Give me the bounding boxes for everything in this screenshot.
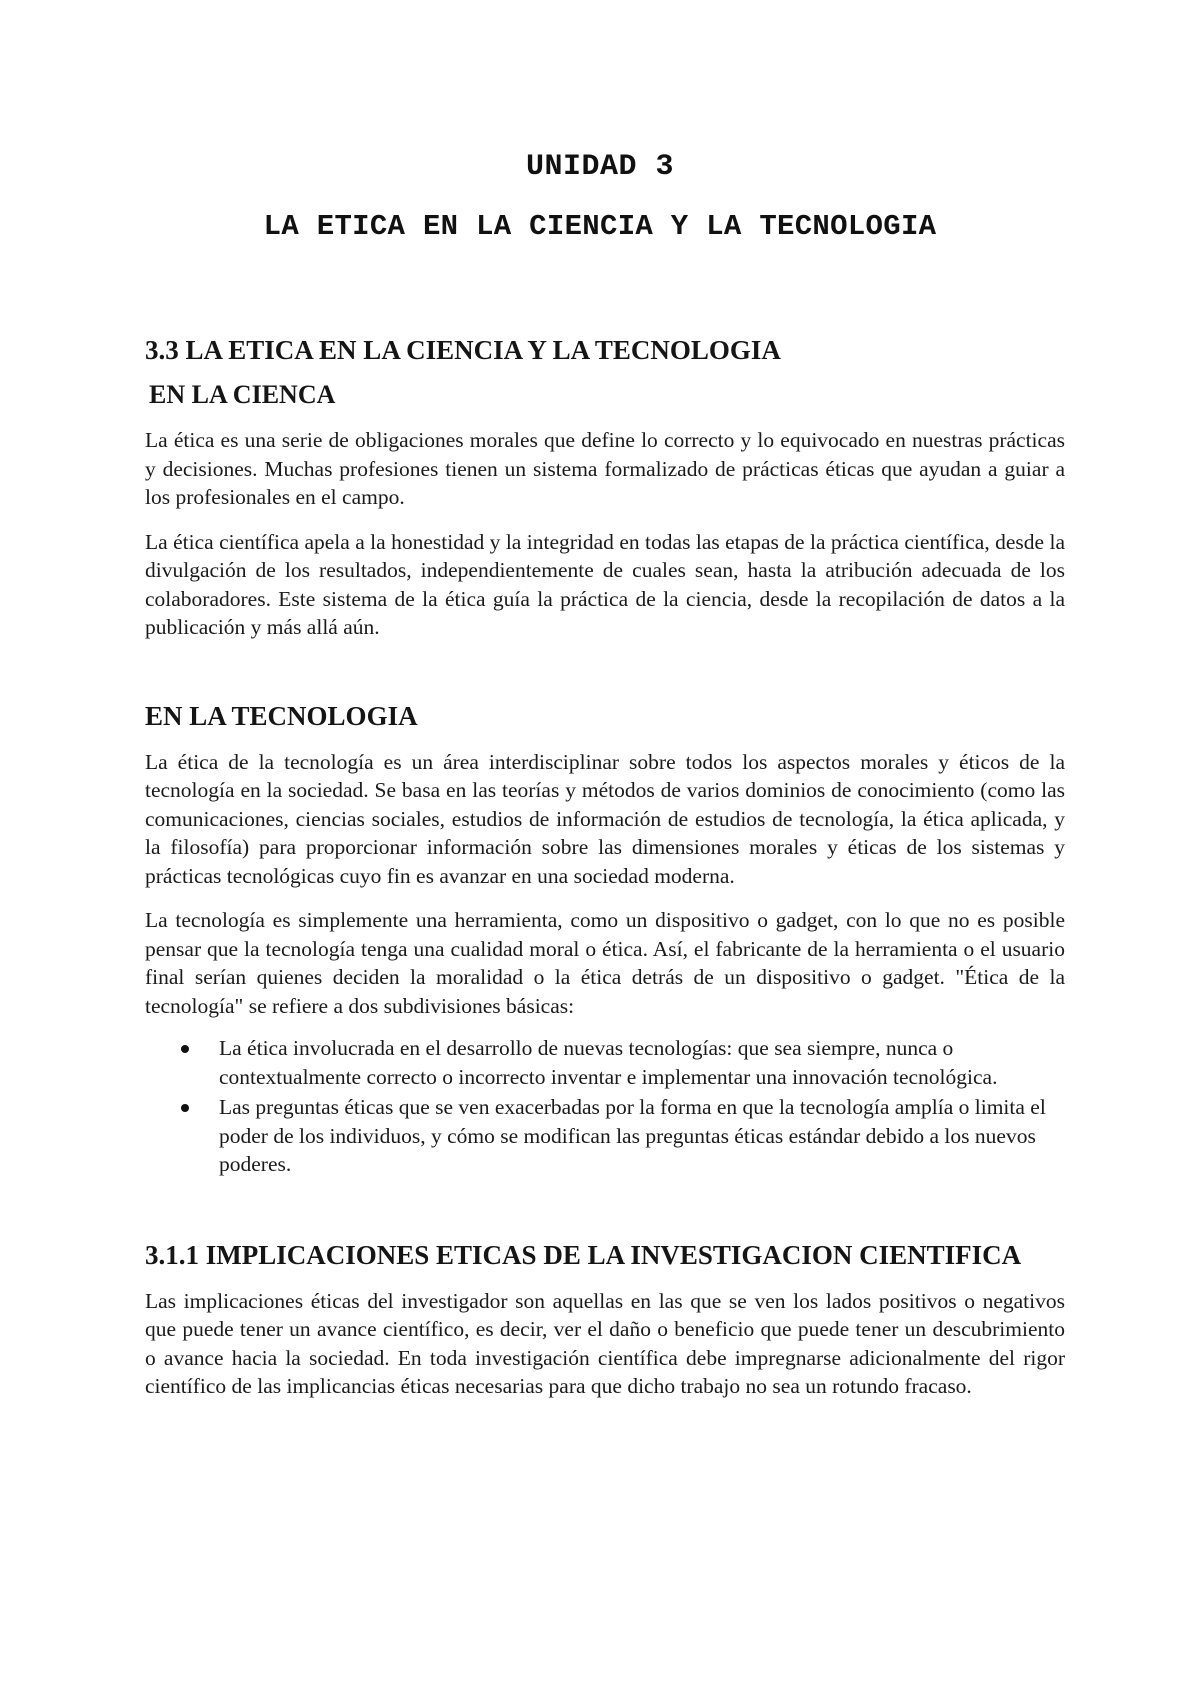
- list-item-text: Las preguntas éticas que se ven exacerbadas por la forma en que la tecnología amplía o limita el poder de los individuos, y cómo se modifican las preguntas éticas estándar debido a los nuevos poderes.: [219, 1095, 1046, 1176]
- paragraph-ciencia-2: La ética científica apela a la honestidad y la integridad en todas las etapas de la práctica científica, desde la divulgación de los resultados, independientemente de cuales sean, hasta la atribución adecuada de los colaboradores. Este sistema de la ética guía la práctica de la ciencia, desde la recopilación de datos a la publicación y más allá aún.: [145, 529, 1065, 639]
- subheading-ciencia: EN LA CIENCA: [149, 380, 336, 409]
- section-heading-3-3: 3.3 LA ETICA EN LA CIENCIA Y LA TECNOLOGIA: [145, 335, 781, 365]
- bullet-icon: [181, 1045, 189, 1053]
- paragraph-tecnologia-1: La ética de la tecnología es un área interdisciplinar sobre todos los aspectos morales y éticos de la tecnología en la sociedad. Se basa en las teorías y métodos de varios dominios de conocimiento (como las comunicaciones, ciencias sociales, estudios de información de estudios de tecnología, la ética aplicada, y la filosofía) para proporcionar información sobre las dimensiones morales y éticas de los sistemas y prácticas tecnológicas cuyo fin es avanzar en una sociedad moderna.: [145, 749, 1065, 888]
- unit-title: UNIDAD 3: [525, 150, 675, 184]
- list-item: [219, 1093, 1065, 1179]
- paragraph-ciencia-1: La ética es una serie de obligaciones morales que define lo correcto y lo equivocado en nuestras prácticas y decisiones. Muchas profesiones tienen un sistema formalizado de prácticas éticas que ayudan a guiar a los profesionales en el campo.: [145, 428, 1065, 509]
- paragraph-implicaciones: Las implicaciones éticas del investigador son aquellas en las que se ven los lados positivos o negativos que puede tener un avance científico, es decir, ver el daño o beneficio que puede tener un descubrimiento o avance hacia la sociedad. En toda investigación científica debe impregnarse adicionalmente del rigor científico de las implicancias éticas necesarias para que dicho trabajo no sea un rotundo fracaso.: [145, 1288, 1065, 1398]
- list-item-text: La ética involucrada en el desarrollo de nuevas tecnologías: que sea siempre, nunca o contextualmente correcto o incorrecto inventar e implementar una innovación tecnológica.: [219, 1036, 998, 1089]
- subheading-tecnologia: EN LA TECNOLOGIA: [145, 700, 418, 731]
- list-item: [219, 1034, 1065, 1091]
- document-body: [145, 332, 1065, 1401]
- bullet-list: [145, 1034, 1065, 1179]
- bullet-icon: [181, 1104, 189, 1112]
- section-heading-3-1-1: 3.1.1 IMPLICACIONES ETICAS DE LA INVESTIGACION CIENTIFICA: [145, 1239, 1022, 1270]
- unit-subtitle: LA ETICA EN LA CIENCIA Y LA TECNOLOGIA: [263, 210, 937, 243]
- paragraph-tecnologia-2: La tecnología es simplemente una herramienta, como un dispositivo o gadget, con lo que no es posible pensar que la tecnología tenga una cualidad moral o ética. Así, el fabricante de la herramienta o el usuario final serían quienes deciden la moralidad o la ética detrás de un dispositivo o gadget. "Ética de la tecnología" se refiere a dos subdivisiones básicas:: [145, 908, 1065, 1018]
